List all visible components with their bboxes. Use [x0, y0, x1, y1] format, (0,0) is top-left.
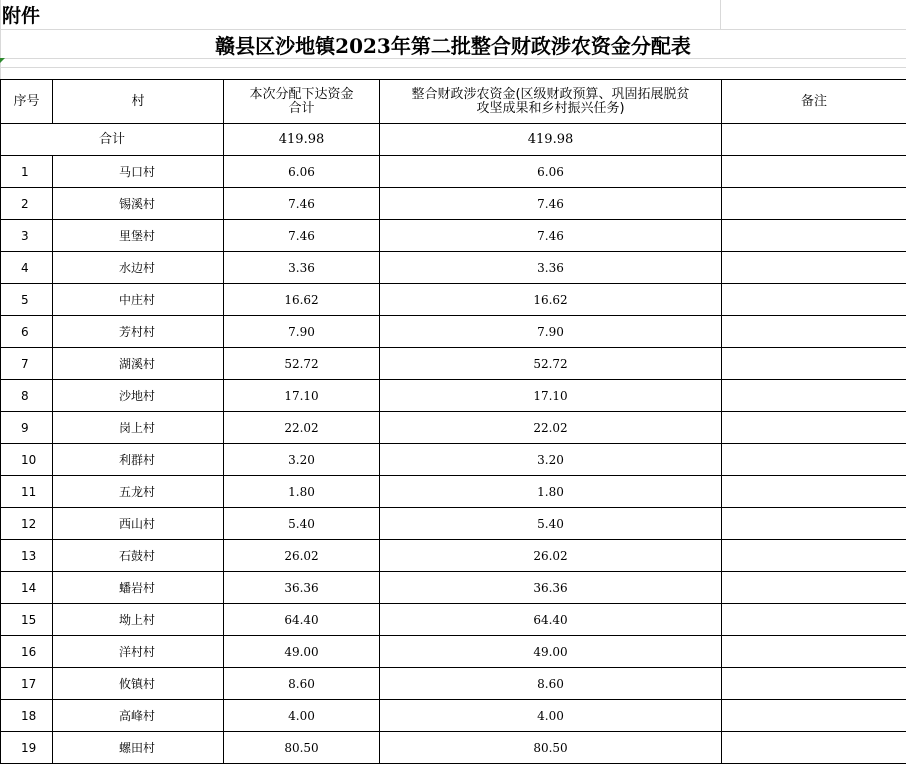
- attachment-label: 附件: [2, 5, 41, 27]
- row-allocated: 64.40: [224, 604, 380, 636]
- row-allocated: 7.46: [224, 220, 380, 252]
- table-row: [1, 380, 906, 412]
- gridline: [0, 67, 906, 68]
- row-integrated: 7.46: [380, 188, 722, 220]
- total-label: 合计: [1, 124, 224, 156]
- row-integrated: 52.72: [380, 348, 722, 380]
- table-row: [1, 668, 906, 700]
- header-allocated-line2: 合计: [288, 100, 315, 116]
- row-allocated: 3.36: [224, 252, 380, 284]
- row-village: 湖溪村: [53, 348, 224, 380]
- table-row: [1, 316, 906, 348]
- row-allocated: 1.80: [224, 476, 380, 508]
- row-village: 蟠岩村: [53, 572, 224, 604]
- row-village: 利群村: [53, 444, 224, 476]
- table-row: [1, 252, 906, 284]
- row-integrated: 7.46: [380, 220, 722, 252]
- row-allocated: 26.02: [224, 540, 380, 572]
- row-seq: 9: [1, 412, 53, 444]
- table-row: [1, 476, 906, 508]
- table-row: [1, 732, 906, 764]
- row-allocated: 22.02: [224, 412, 380, 444]
- total-row: [1, 124, 906, 156]
- row-remarks: [722, 316, 906, 348]
- row-village: 岗上村: [53, 412, 224, 444]
- table-row: [1, 188, 906, 220]
- row-allocated: 80.50: [224, 732, 380, 764]
- row-seq: 5: [1, 284, 53, 316]
- table-row: [1, 604, 906, 636]
- table-row: [1, 508, 906, 540]
- row-village: 马口村: [53, 156, 224, 188]
- row-integrated: 4.00: [380, 700, 722, 732]
- row-integrated: 5.40: [380, 508, 722, 540]
- row-remarks: [722, 348, 906, 380]
- gridline: [0, 29, 906, 30]
- table-row: [1, 412, 906, 444]
- row-integrated: 8.60: [380, 668, 722, 700]
- row-village: 高峰村: [53, 700, 224, 732]
- row-integrated: 16.62: [380, 284, 722, 316]
- table-row: [1, 220, 906, 252]
- row-seq: 18: [1, 700, 53, 732]
- row-seq: 17: [1, 668, 53, 700]
- table-row: [1, 284, 906, 316]
- row-integrated: 17.10: [380, 380, 722, 412]
- row-village: 洋村村: [53, 636, 224, 668]
- row-seq: 6: [1, 316, 53, 348]
- row-allocated: 4.00: [224, 700, 380, 732]
- row-integrated: 7.90: [380, 316, 722, 348]
- table-row: [1, 348, 906, 380]
- row-seq: 2: [1, 188, 53, 220]
- table-row: [1, 540, 906, 572]
- allocation-table: [0, 79, 906, 764]
- table-row: [1, 572, 906, 604]
- row-village: 水边村: [53, 252, 224, 284]
- row-allocated: 3.20: [224, 444, 380, 476]
- row-seq: 13: [1, 540, 53, 572]
- row-village: 螺田村: [53, 732, 224, 764]
- row-integrated: 36.36: [380, 572, 722, 604]
- row-village: 攸镇村: [53, 668, 224, 700]
- row-remarks: [722, 412, 906, 444]
- header-village: 村: [53, 80, 224, 124]
- row-remarks: [722, 636, 906, 668]
- row-remarks: [722, 540, 906, 572]
- row-integrated: 1.80: [380, 476, 722, 508]
- row-integrated: 64.40: [380, 604, 722, 636]
- row-remarks: [722, 284, 906, 316]
- row-remarks: [722, 668, 906, 700]
- cell-comment-marker: [0, 58, 5, 63]
- row-remarks: [722, 604, 906, 636]
- table-row: [1, 156, 906, 188]
- row-remarks: [722, 508, 906, 540]
- row-integrated: 80.50: [380, 732, 722, 764]
- row-allocated: 6.06: [224, 156, 380, 188]
- total-allocated: 419.98: [224, 124, 380, 156]
- row-remarks: [722, 220, 906, 252]
- row-remarks: [722, 700, 906, 732]
- row-integrated: 26.02: [380, 540, 722, 572]
- row-seq: 4: [1, 252, 53, 284]
- page-title: 赣县区沙地镇2023年第二批整合财政涉农资金分配表: [215, 34, 691, 58]
- row-village: 五龙村: [53, 476, 224, 508]
- table-row: [1, 700, 906, 732]
- row-allocated: 52.72: [224, 348, 380, 380]
- row-village: 锡溪村: [53, 188, 224, 220]
- header-remarks: 备注: [722, 80, 906, 124]
- row-integrated: 22.02: [380, 412, 722, 444]
- row-seq: 8: [1, 380, 53, 412]
- row-seq: 10: [1, 444, 53, 476]
- row-allocated: 7.90: [224, 316, 380, 348]
- header-row: [1, 80, 906, 124]
- row-seq: 3: [1, 220, 53, 252]
- row-integrated: 6.06: [380, 156, 722, 188]
- row-seq: 11: [1, 476, 53, 508]
- row-allocated: 16.62: [224, 284, 380, 316]
- row-seq: 16: [1, 636, 53, 668]
- header-allocated-line1: 本次分配下达资金: [249, 86, 354, 102]
- row-village: 石鼓村: [53, 540, 224, 572]
- row-village: 西山村: [53, 508, 224, 540]
- row-village: 里堡村: [53, 220, 224, 252]
- header-integrated: [380, 80, 722, 124]
- total-integrated: 419.98: [380, 124, 722, 156]
- row-seq: 12: [1, 508, 53, 540]
- row-seq: 1: [1, 156, 53, 188]
- row-integrated: 49.00: [380, 636, 722, 668]
- row-allocated: 5.40: [224, 508, 380, 540]
- row-remarks: [722, 252, 906, 284]
- row-remarks: [722, 444, 906, 476]
- header-integrated-line1: 整合财政涉农资金(区级财政预算、巩固拓展脱贫: [411, 86, 690, 102]
- row-remarks: [722, 476, 906, 508]
- row-seq: 15: [1, 604, 53, 636]
- header-integrated-line2: 攻坚成果和乡村振兴任务): [476, 100, 625, 116]
- row-remarks: [722, 732, 906, 764]
- table-row: [1, 444, 906, 476]
- row-village: 坳上村: [53, 604, 224, 636]
- header-allocated: [224, 80, 380, 124]
- gridline: [720, 0, 721, 30]
- row-allocated: 8.60: [224, 668, 380, 700]
- row-seq: 7: [1, 348, 53, 380]
- row-seq: 19: [1, 732, 53, 764]
- row-village: 芳村村: [53, 316, 224, 348]
- row-remarks: [722, 188, 906, 220]
- row-remarks: [722, 380, 906, 412]
- row-seq: 14: [1, 572, 53, 604]
- row-integrated: 3.36: [380, 252, 722, 284]
- row-integrated: 3.20: [380, 444, 722, 476]
- row-remarks: [722, 156, 906, 188]
- header-seq: 序号: [1, 80, 53, 124]
- row-allocated: 17.10: [224, 380, 380, 412]
- row-allocated: 49.00: [224, 636, 380, 668]
- row-allocated: 36.36: [224, 572, 380, 604]
- total-remarks: [722, 124, 906, 156]
- row-allocated: 7.46: [224, 188, 380, 220]
- row-village: 中庄村: [53, 284, 224, 316]
- row-village: 沙地村: [53, 380, 224, 412]
- table-row: [1, 636, 906, 668]
- row-remarks: [722, 572, 906, 604]
